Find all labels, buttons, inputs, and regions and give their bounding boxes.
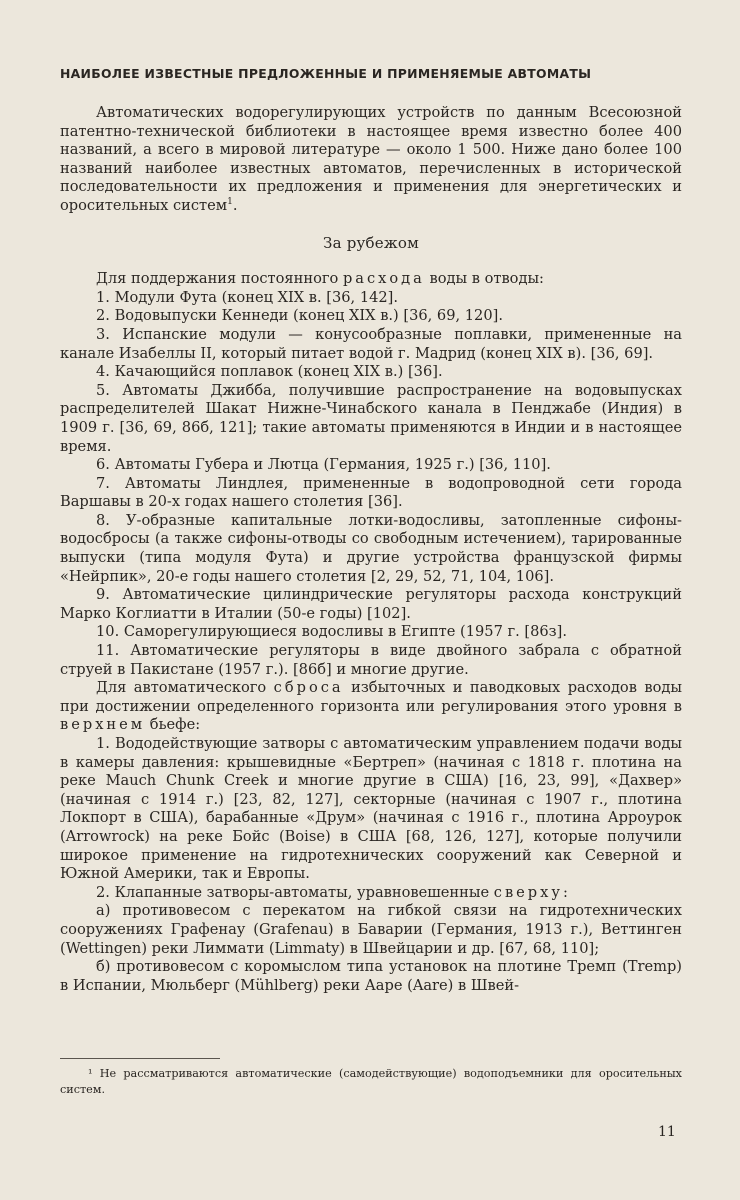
list-item: 1. Вододействующие затворы с автоматическим управлением подачи воды в камеры давления: крышевидные «Бертреп» (начиная с 1818 г. плотина на реке Mauch Chunk Creek и многие другие в США) [16, 23, 99], «Дахвер» (начиная с 1914 г.) [23, 82, 127], секторные (начиная с 1907 г., плотина Локпорт в США), барабанные «Друм» (начиная с 1916 г., плотина Арроурок (Arrowrock) на реке Бойс (Boise) в США [68, 126, 127], которые получили широкое применение на гидротехнических сооружений как Северной и Южной Америки, так и Европы.	[60, 735, 682, 883]
discharge-intro-spaced-1: сброса	[273, 679, 344, 697]
list-item: 1. Модули Фута (конец XIX в. [36, 142].	[96, 288, 399, 306]
list-item: 7. Автоматы Линдлея, примененные в водопроводной сети города Варшавы в 20-х годах нашего столетия [36].	[60, 474, 682, 511]
valves-post: :	[562, 883, 568, 901]
flow-intro-pre: Для поддержания постоянного	[96, 270, 339, 288]
list-item: 9. Автоматические цилиндрические регуляторы расхода конструкций Марко Коглиатти в Италии (50-е годы) [102].	[60, 586, 682, 622]
discharge-intro-mid: избыточных и паводковых расходов воды при достижении определенного горизонта или регулирования этого уровня в	[60, 679, 682, 715]
discharge-intro-spaced-2: верхнем	[60, 716, 146, 734]
discharge-intro-pre: Для автоматического	[96, 679, 267, 697]
page-heading: НАИБОЛЕЕ ИЗВЕСТНЫЕ ПРЕДЛОЖЕННЫЕ И ПРИМЕНЯЕМЫЕ АВТОМАТЫ	[60, 66, 592, 81]
list-item: 10. Саморегулирующиеся водосливы в Египте (1957 г. [86з].	[96, 623, 567, 641]
flow-intro-spaced: расхода	[342, 270, 425, 288]
valves-pre: 2. Клапанные затворы-автоматы, уравновешенные	[96, 883, 490, 901]
list-item: 6. Автоматы Губера и Лютца (Германия, 1925 г.) [36, 110].	[96, 456, 551, 474]
footnote: ¹ Не рассматриваются автоматические (самодействующие) водоподъемники для оросительных систем.	[60, 1067, 682, 1096]
list-item: 11. Автоматические регуляторы в виде двойного забрала с обратной струей в Пакистане (1957 г.). [86б] и многие другие.	[60, 642, 682, 678]
list-item: 8. У-образные капитальные лотки-водосливы, затопленные сифоны-водосбросы (а также сифоны-отводы со свободным истечением), тарированные выпуски (типа модуля Фута) и другие устройства французской фирмы «Нейрпик», 20-е годы нашего столетия [2, 29, 52, 71, 104, 106].	[60, 511, 682, 585]
list-item: 3. Испанские модули — конусообразные поплавки, примененные на канале Изабеллы II, который питает водой г. Мадрид (конец XIX в). [36, 69].	[60, 325, 682, 362]
valves-spaced: сверху	[493, 883, 563, 901]
flow-intro-paragraph	[60, 270, 682, 289]
list-subitem: а) противовесом с перекатом на гибкой связи на гидротехнических сооружениях Графенау (Grafenau) в Баварии (Германия, 1913 г.), Веттинген (Wettingen) реки Лиммати (Limmaty) в Швейцарии и др. [67, 68, 110];	[60, 902, 682, 957]
intro-paragraph: Автоматических водорегулирующих устройств по данным Всесоюзной патентно-технической библиотеки в настоящее время известно более 400 названий, а всего в мировой литературе — около 1 500. Ниже дано более 100 названий наиболее известных автоматов, перечисленных в исторической последовательности их предложения и применения для энергетических и оросительных систем$^1$.	[60, 104, 682, 214]
footnote-divider	[60, 1058, 220, 1059]
discharge-intro-post: бьефе:	[149, 716, 201, 734]
list-subitem: б) противовесом с коромыслом типа установок на плотине Тремп (Tremp) в Испании, Мюльберг (Mühlberg) реки Ааре (Aare) в Швей-	[60, 958, 682, 994]
list-item: 5. Автоматы Джибба, получившие распространение на водовыпусках распределителей Шакат Нижне-Чинабского канала в Пенджабе (Индия) в 1909 г. [36, 69, 86б, 121]; такие автоматы применяются в Индии и в настоящее время.	[60, 381, 682, 455]
page-number: 11	[658, 1124, 676, 1140]
list-item: 2. Водовыпуски Кеннеди (конец XIX в.) [36, 69, 120].	[96, 307, 503, 325]
section-subheading: За рубежом	[323, 233, 419, 252]
footnote-marker: 1	[227, 197, 233, 208]
list-item-valves	[60, 884, 682, 903]
list-item: 4. Качающийся поплавок (конец XIX в.) [36].	[96, 363, 443, 381]
intro-text: Автоматических водорегулирующих устройств по данным Всесоюзной патентно-технической библиотеки в настоящее время известно более 400 названий, а всего в мировой литературе — около 1 500. Ниже дано более 100 названий наиболее известных автоматов, перечисленных в исторической последовательности их предложения и применения для энергетических и оросительных систем	[60, 104, 682, 214]
body-text	[60, 104, 682, 995]
flow-intro-post: воды в отводы:	[429, 270, 544, 288]
discharge-intro-paragraph	[60, 679, 682, 735]
